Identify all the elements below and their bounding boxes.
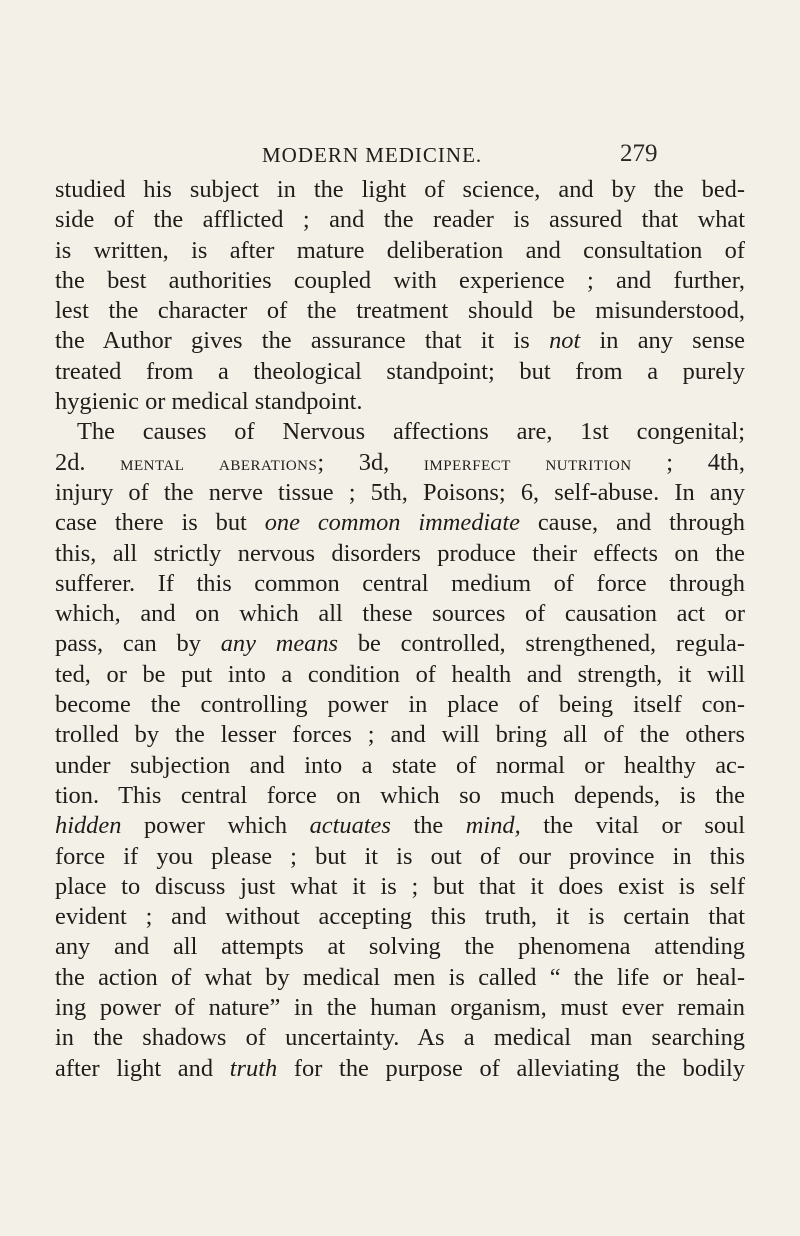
text-segment: the best authorities coupled with experience ; and further, [55, 266, 745, 294]
italic-text: not [549, 327, 581, 355]
text-segment: hygienic or medical standpoint. [55, 388, 363, 416]
text-line [55, 872, 745, 902]
text-segment: place to discuss just what it is ; but that it does exist is self [55, 872, 745, 900]
text-line [55, 599, 745, 629]
italic-text: actuates [309, 812, 391, 840]
text-segment: any and all attempts at solving the phenomena attending [55, 933, 745, 961]
italic-text: one common immediate [264, 509, 520, 537]
page-number: 279 [620, 140, 658, 167]
text-segment: side of the afflicted ; and the reader is assured that what [55, 206, 745, 234]
small-caps-text: imperfect nutrition [423, 449, 632, 475]
text-line [55, 417, 745, 447]
text-line [55, 720, 745, 750]
text-line [55, 448, 745, 478]
text-line [55, 932, 745, 962]
text-line [55, 660, 745, 690]
text-line [55, 296, 745, 326]
text-line [55, 478, 745, 508]
text-line [55, 175, 745, 205]
text-segment: treated from a theological standpoint; but from a purely [55, 357, 745, 385]
italic-text: mind, [465, 812, 521, 840]
text-segment: lest the character of the treatment should be misunderstood, [55, 297, 745, 325]
text-line [55, 963, 745, 993]
text-line [55, 539, 745, 569]
text-line [55, 842, 745, 872]
italic-text: hidden [55, 812, 122, 840]
text-line [55, 1023, 745, 1053]
text-line [55, 629, 745, 659]
body-text [55, 175, 745, 1084]
text-segment: under subjection and into a state of normal or healthy ac- [55, 751, 745, 779]
text-line [55, 266, 745, 296]
text-line [55, 569, 745, 599]
text-line [55, 205, 745, 235]
text-segment: evident ; and without accepting this truth, it is certain that [55, 903, 745, 931]
text-segment: cause, and through [519, 509, 745, 537]
text-segment: in the shadows of uncertainty. As a medical man searching [55, 1024, 745, 1052]
text-line [55, 751, 745, 781]
text-segment: ; 4th, [631, 448, 745, 476]
text-segment: injury of the nerve tissue ; 5th, Poisons; 6, self-abuse. In any [55, 478, 745, 506]
text-line [55, 1054, 745, 1084]
text-line [55, 326, 745, 356]
text-segment: pass, can by [55, 630, 221, 658]
text-segment: for the purpose of alleviating the bodily [277, 1054, 746, 1082]
text-line [55, 387, 745, 417]
text-segment: the vital or soul [520, 812, 746, 840]
text-segment: power which [121, 812, 310, 840]
running-head [0, 140, 800, 173]
text-line [55, 508, 745, 538]
text-line [55, 993, 745, 1023]
italic-text: any means [220, 630, 339, 658]
text-segment: sufferer. If this common central medium of force through [55, 569, 745, 597]
text-segment: trolled by the lesser forces ; and will bring all of the others [55, 721, 745, 749]
text-segment: ; 3d, [317, 448, 424, 476]
text-segment: after light and [55, 1054, 230, 1082]
text-line [55, 902, 745, 932]
text-segment: studied his subject in the light of science, and by the bed- [55, 176, 745, 203]
text-line [55, 811, 745, 841]
text-line [55, 357, 745, 387]
text-segment: this, all strictly nervous disorders produce their effects on the [55, 539, 745, 567]
small-caps-text: mental aberations [120, 449, 318, 475]
text-segment: become the controlling power in place of being itself con- [55, 691, 745, 719]
text-segment: 2d. [55, 448, 121, 476]
text-segment: be controlled, strengthened, regula- [338, 630, 745, 658]
text-segment: the action of what by medical men is called “ the life or heal- [55, 963, 745, 991]
text-line [55, 690, 745, 720]
text-segment: the [390, 812, 466, 840]
text-segment: ing power of nature” in the human organism, must ever remain [55, 994, 745, 1022]
text-segment: force if you please ; but it is out of our province in this [55, 842, 745, 870]
text-segment: The causes of Nervous affections are, 1st congenital; [77, 418, 745, 446]
text-segment: which, and on which all these sources of causation act or [55, 600, 745, 628]
running-title: MODERN MEDICINE. [262, 143, 483, 167]
text-segment: tion. This central force on which so much depends, is the [55, 781, 745, 809]
text-segment: is written, is after mature deliberation and consultation of [55, 236, 745, 264]
text-segment: in any sense [580, 327, 746, 355]
text-segment: the Author gives the assurance that it is [55, 327, 550, 355]
italic-text: truth [229, 1054, 278, 1082]
text-segment: ted, or be put into a condition of health and strength, it will [55, 660, 745, 688]
text-line [55, 236, 745, 266]
text-segment: case there is but [55, 509, 265, 537]
text-line [55, 781, 745, 811]
